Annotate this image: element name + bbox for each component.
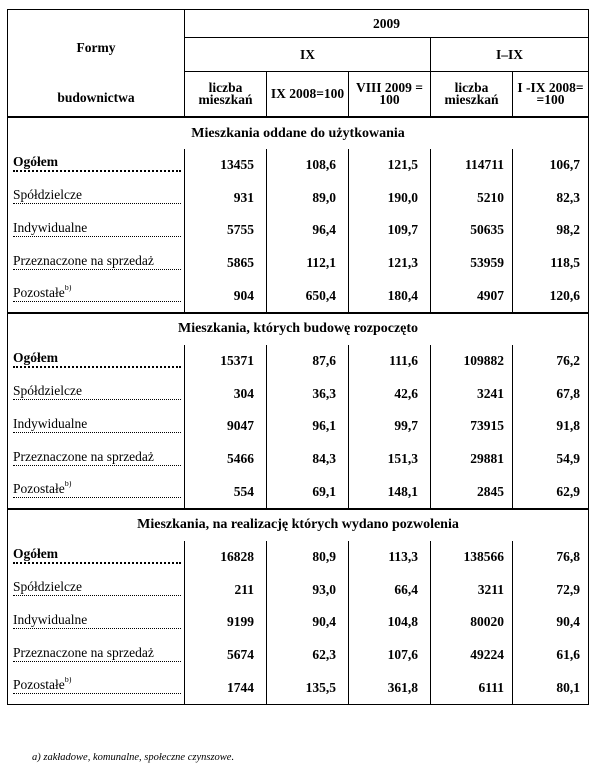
value-yoy-cumulative: 90,4	[513, 606, 589, 639]
value-yoy-month: 96,4	[267, 214, 349, 247]
col-header-yoy-cumulative: I -IX 2008= =100	[513, 72, 589, 118]
value-yoy-cumulative: 54,9	[513, 443, 589, 476]
row-label-cell	[8, 574, 185, 607]
value-mom: 148,1	[349, 475, 431, 509]
value-yoy-month: 112,1	[267, 247, 349, 280]
row-label-cell	[8, 443, 185, 476]
table-body	[8, 117, 589, 704]
value-count-month: 9047	[185, 410, 267, 443]
value-yoy-cumulative: 67,8	[513, 378, 589, 411]
value-yoy-cumulative: 76,8	[513, 541, 589, 574]
forms-header-line2: budownictwa	[57, 90, 135, 105]
value-mom: 99,7	[349, 410, 431, 443]
value-yoy-cumulative: 82,3	[513, 182, 589, 215]
section-title: Mieszkania, których budowę rozpoczęto	[8, 313, 589, 345]
value-mom: 111,6	[349, 345, 431, 378]
value-count-month: 16828	[185, 541, 267, 574]
row-label: Pozostałe	[13, 285, 65, 301]
footnote-marker: b)	[64, 677, 72, 685]
value-yoy-month: 90,4	[267, 606, 349, 639]
value-count-cumulative: 50635	[431, 214, 513, 247]
value-count-month: 15371	[185, 345, 267, 378]
value-count-cumulative: 138566	[431, 541, 513, 574]
value-yoy-cumulative: 118,5	[513, 247, 589, 280]
year-header: 2009	[185, 10, 589, 38]
row-label: Spółdzielcze	[13, 383, 82, 399]
table-row	[8, 247, 589, 280]
section-header-row	[8, 117, 589, 149]
row-label-cell	[8, 214, 185, 247]
value-count-month: 211	[185, 574, 267, 607]
value-count-cumulative: 29881	[431, 443, 513, 476]
value-yoy-cumulative: 98,2	[513, 214, 589, 247]
row-label-cell	[8, 671, 185, 704]
row-label-cell	[8, 606, 185, 639]
section-header-row	[8, 313, 589, 345]
table-row	[8, 378, 589, 411]
value-mom: 113,3	[349, 541, 431, 574]
value-count-cumulative: 2845	[431, 475, 513, 509]
row-label: Indywidualne	[13, 415, 88, 431]
row-label: Przeznaczone na sprzedaż	[13, 448, 154, 464]
section-title: Mieszkania, na realizację których wydano pozwolenia	[8, 509, 589, 541]
table-row	[8, 443, 589, 476]
row-label-cell	[8, 639, 185, 672]
value-yoy-month: 87,6	[267, 345, 349, 378]
row-label: Ogółem	[13, 350, 58, 366]
value-mom: 180,4	[349, 279, 431, 313]
value-count-cumulative: 3241	[431, 378, 513, 411]
value-yoy-month: 108,6	[267, 149, 349, 182]
value-yoy-month: 36,3	[267, 378, 349, 411]
value-count-month: 1744	[185, 671, 267, 704]
row-label: Ogółem	[13, 154, 58, 170]
cumulative-period-header: I–IX	[431, 38, 589, 72]
value-yoy-cumulative: 120,6	[513, 279, 589, 313]
value-mom: 104,8	[349, 606, 431, 639]
table-row	[8, 182, 589, 215]
value-count-cumulative: 4907	[431, 279, 513, 313]
row-label-cell	[8, 247, 185, 280]
table-row	[8, 574, 589, 607]
value-count-month: 904	[185, 279, 267, 313]
footnote-marker: b)	[64, 481, 72, 489]
value-count-cumulative: 49224	[431, 639, 513, 672]
value-mom: 151,3	[349, 443, 431, 476]
value-count-month: 9199	[185, 606, 267, 639]
value-yoy-cumulative: 61,6	[513, 639, 589, 672]
value-count-month: 13455	[185, 149, 267, 182]
value-count-cumulative: 73915	[431, 410, 513, 443]
value-yoy-cumulative: 72,9	[513, 574, 589, 607]
value-count-cumulative: 5210	[431, 182, 513, 215]
month-period-header: IX	[185, 38, 431, 72]
table-row	[8, 410, 589, 443]
table-row	[8, 345, 589, 378]
value-mom: 107,6	[349, 639, 431, 672]
row-label: Pozostałe	[13, 481, 65, 497]
value-yoy-month: 84,3	[267, 443, 349, 476]
housing-statistics-table	[7, 9, 589, 705]
row-label: Indywidualne	[13, 611, 88, 627]
forms-header	[8, 10, 185, 118]
forms-header-line1: Formy	[76, 40, 116, 55]
row-label: Przeznaczone na sprzedaż	[13, 252, 154, 268]
value-yoy-month: 650,4	[267, 279, 349, 313]
value-count-cumulative: 114711	[431, 149, 513, 182]
value-count-month: 5466	[185, 443, 267, 476]
table-row	[8, 214, 589, 247]
value-yoy-month: 80,9	[267, 541, 349, 574]
value-count-month: 5865	[185, 247, 267, 280]
value-count-month: 931	[185, 182, 267, 215]
table-row	[8, 149, 589, 182]
value-yoy-month: 93,0	[267, 574, 349, 607]
row-label-cell	[8, 541, 185, 574]
table-row	[8, 606, 589, 639]
value-count-month: 304	[185, 378, 267, 411]
table-row	[8, 639, 589, 672]
value-mom: 42,6	[349, 378, 431, 411]
value-count-cumulative: 6111	[431, 671, 513, 704]
value-count-cumulative: 53959	[431, 247, 513, 280]
value-count-month: 5755	[185, 214, 267, 247]
row-label: Ogółem	[13, 546, 58, 562]
row-label-cell	[8, 149, 185, 182]
col-header-mom: VIII 2009 = 100	[349, 72, 431, 118]
footnote-marker: b)	[64, 285, 72, 293]
row-label-cell	[8, 182, 185, 215]
value-count-cumulative: 109882	[431, 345, 513, 378]
row-label-cell	[8, 345, 185, 378]
row-label: Spółdzielcze	[13, 187, 82, 203]
table-row	[8, 541, 589, 574]
value-mom: 109,7	[349, 214, 431, 247]
value-mom: 190,0	[349, 182, 431, 215]
value-count-cumulative: 3211	[431, 574, 513, 607]
section-header-row	[8, 509, 589, 541]
value-yoy-cumulative: 76,2	[513, 345, 589, 378]
value-mom: 361,8	[349, 671, 431, 704]
table-row	[8, 279, 589, 313]
row-label-cell	[8, 410, 185, 443]
value-yoy-month: 135,5	[267, 671, 349, 704]
value-mom: 121,3	[349, 247, 431, 280]
value-count-cumulative: 80020	[431, 606, 513, 639]
footnote: a) zakładowe, komunalne, społeczne czynszowe.	[32, 752, 235, 763]
table-row	[8, 475, 589, 509]
value-yoy-cumulative: 62,9	[513, 475, 589, 509]
table-row	[8, 671, 589, 704]
row-label: Spółdzielcze	[13, 579, 82, 595]
value-count-month: 554	[185, 475, 267, 509]
col-header-count-cumulative: liczba mieszkań	[431, 72, 513, 118]
value-count-month: 5674	[185, 639, 267, 672]
value-yoy-cumulative: 80,1	[513, 671, 589, 704]
value-yoy-cumulative: 106,7	[513, 149, 589, 182]
value-yoy-month: 62,3	[267, 639, 349, 672]
col-header-count-month: liczba mieszkań	[185, 72, 267, 118]
row-label-cell	[8, 279, 185, 313]
row-label: Pozostałe	[13, 677, 65, 693]
value-yoy-month: 69,1	[267, 475, 349, 509]
row-label: Przeznaczone na sprzedaż	[13, 644, 154, 660]
value-mom: 121,5	[349, 149, 431, 182]
row-label: Indywidualne	[13, 219, 88, 235]
row-label-cell	[8, 378, 185, 411]
col-header-yoy-month: IX 2008=100	[267, 72, 349, 118]
value-yoy-cumulative: 91,8	[513, 410, 589, 443]
value-mom: 66,4	[349, 574, 431, 607]
value-yoy-month: 96,1	[267, 410, 349, 443]
row-label-cell	[8, 475, 185, 509]
value-yoy-month: 89,0	[267, 182, 349, 215]
section-title: Mieszkania oddane do użytkowania	[8, 117, 589, 149]
